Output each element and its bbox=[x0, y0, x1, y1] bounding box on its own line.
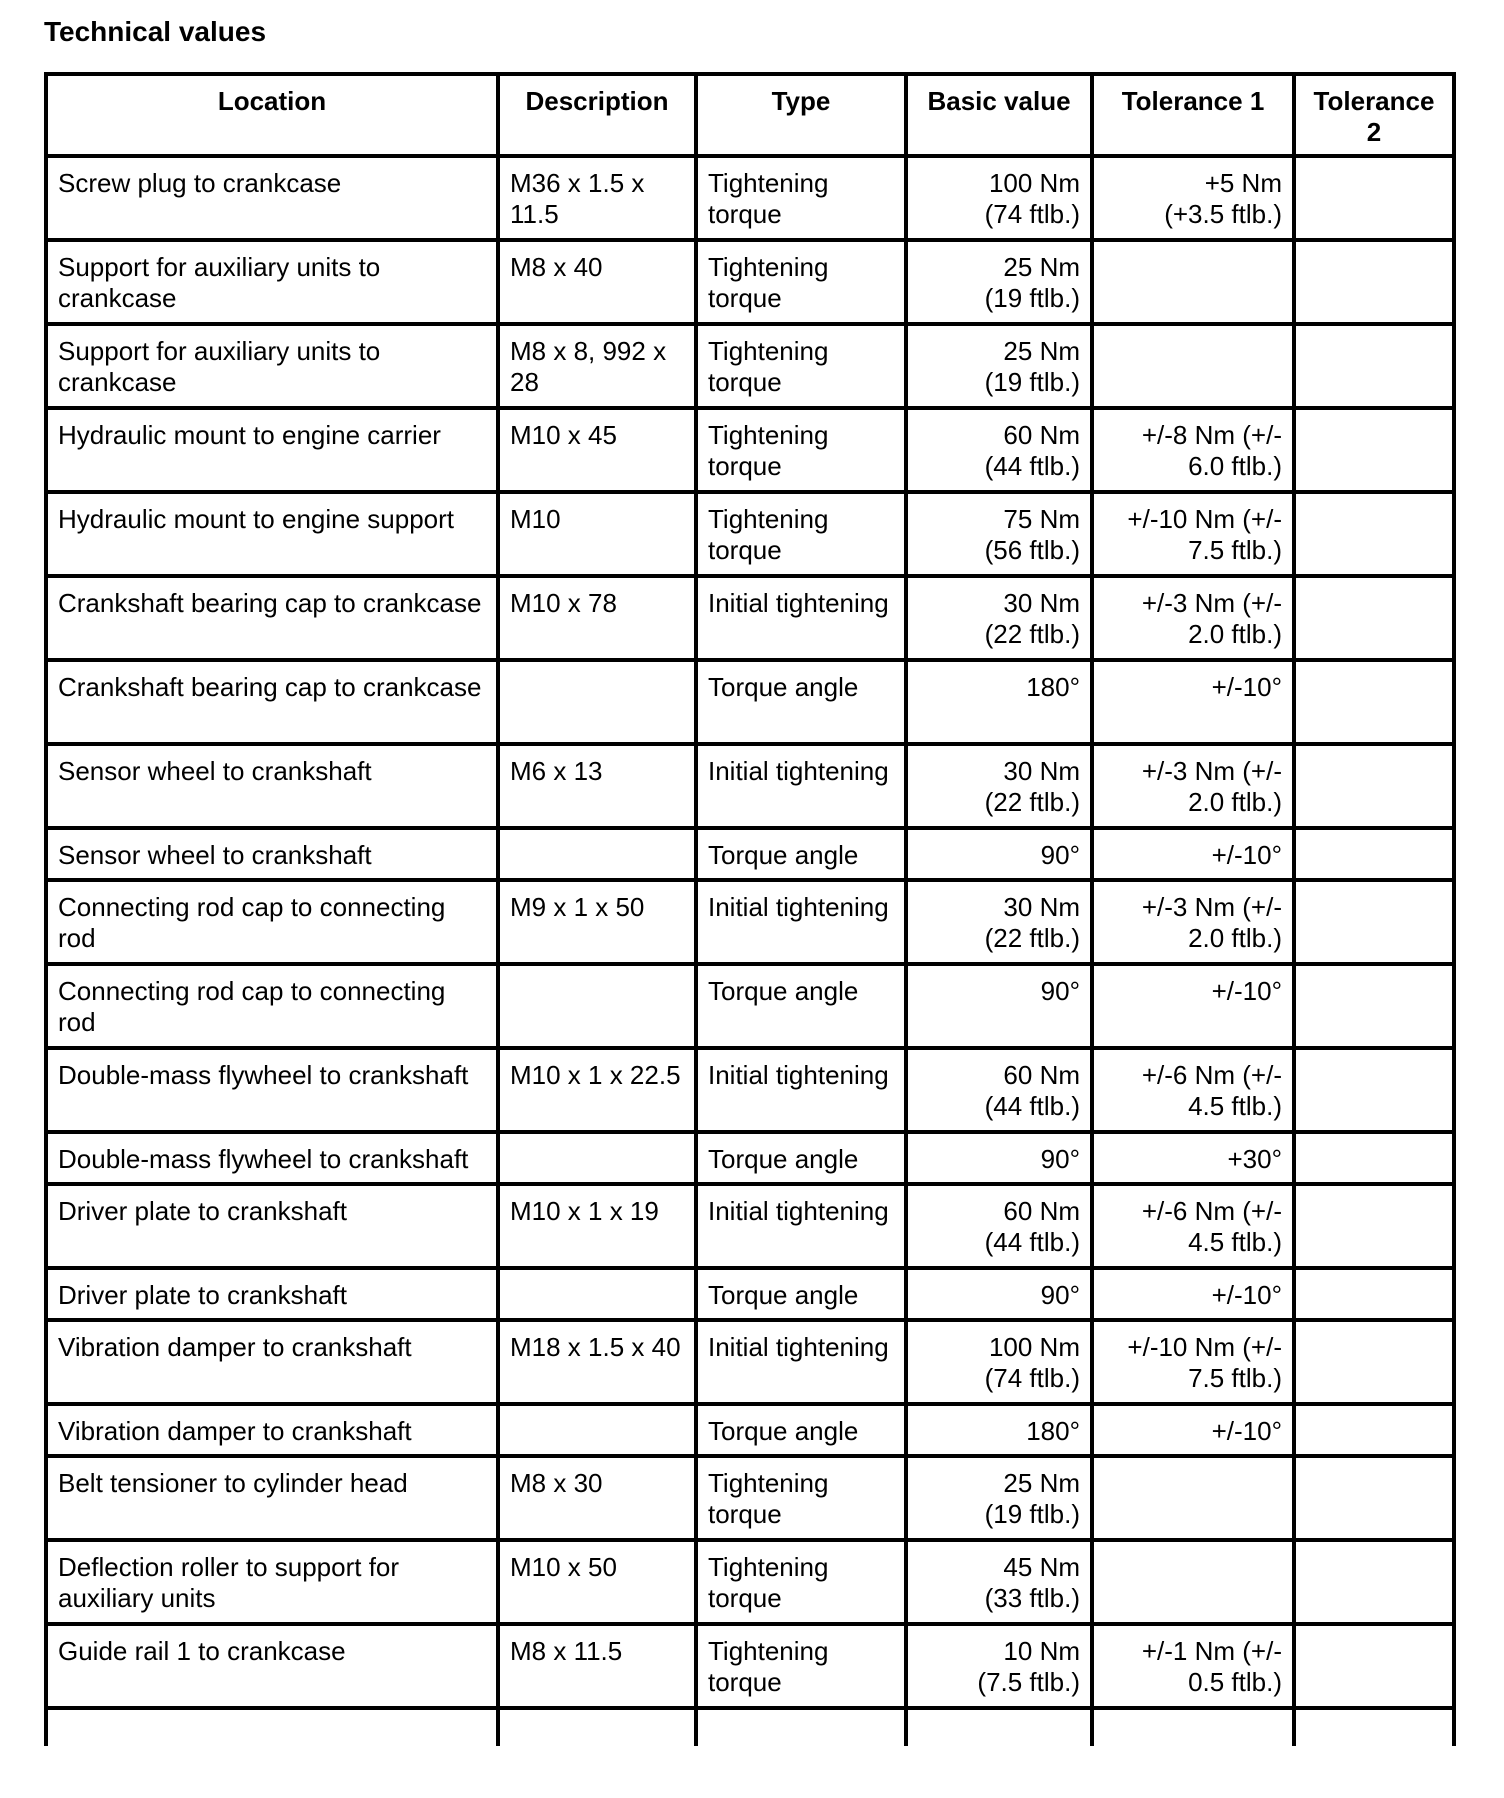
cell-tolerance-2 bbox=[1294, 1320, 1454, 1404]
cell-description: M36 x 1.5 x 11.5 bbox=[498, 156, 696, 240]
cell-type: Tightening torque bbox=[696, 1456, 906, 1540]
cell-description bbox=[498, 828, 696, 880]
cell-tolerance-2 bbox=[1294, 964, 1454, 1048]
cell-description bbox=[498, 1268, 696, 1320]
cell-location: Vibration damper to crankshaft bbox=[46, 1404, 498, 1456]
page-title: Technical values bbox=[44, 16, 267, 47]
cell-type: Tightening torque bbox=[696, 492, 906, 576]
table-row bbox=[46, 1132, 1454, 1184]
cell-type: Torque angle bbox=[696, 1404, 906, 1456]
cell-tolerance-1: +/-10 Nm (+/- 7.5 ftlb.) bbox=[1092, 1320, 1294, 1404]
cell-type: Initial tightening bbox=[696, 1184, 906, 1268]
cell-tolerance-1: +/-1 Nm (+/- 0.5 ftlb.) bbox=[1092, 1624, 1294, 1708]
table-row bbox=[46, 1540, 1454, 1624]
cell-type: Initial tightening bbox=[696, 880, 906, 964]
cell-tolerance-2 bbox=[1294, 576, 1454, 660]
empty-cell bbox=[906, 1708, 1092, 1746]
empty-cell bbox=[696, 1708, 906, 1746]
cell-location: Guide rail 1 to crankcase bbox=[46, 1624, 498, 1708]
cell-tolerance-2 bbox=[1294, 660, 1454, 744]
cell-location: Connecting rod cap to connecting rod bbox=[46, 880, 498, 964]
cell-location: Support for auxiliary units to crankcase bbox=[46, 240, 498, 324]
empty-cell bbox=[1092, 1708, 1294, 1746]
cell-tolerance-2 bbox=[1294, 1268, 1454, 1320]
table-row bbox=[46, 576, 1454, 660]
cell-tolerance-2 bbox=[1294, 1184, 1454, 1268]
cell-location: Belt tensioner to cylinder head bbox=[46, 1456, 498, 1540]
cell-type: Tightening torque bbox=[696, 156, 906, 240]
cell-type: Tightening torque bbox=[696, 408, 906, 492]
cell-location: Driver plate to crankshaft bbox=[46, 1184, 498, 1268]
empty-cell bbox=[1294, 1708, 1454, 1746]
cell-description bbox=[498, 660, 696, 744]
cell-description: M10 x 78 bbox=[498, 576, 696, 660]
cell-basic-value: 90° bbox=[906, 964, 1092, 1048]
cell-location: Vibration damper to crankshaft bbox=[46, 1320, 498, 1404]
cell-tolerance-1 bbox=[1092, 240, 1294, 324]
cell-tolerance-1: +/-10 Nm (+/- 7.5 ftlb.) bbox=[1092, 492, 1294, 576]
cell-description: M10 x 50 bbox=[498, 1540, 696, 1624]
cell-location: Sensor wheel to crankshaft bbox=[46, 744, 498, 828]
cell-description: M8 x 30 bbox=[498, 1456, 696, 1540]
cell-basic-value: 90° bbox=[906, 1268, 1092, 1320]
table-row bbox=[46, 964, 1454, 1048]
empty-cell bbox=[46, 1708, 498, 1746]
cell-location: Driver plate to crankshaft bbox=[46, 1268, 498, 1320]
table-row bbox=[46, 1320, 1454, 1404]
cell-basic-value: 25 Nm (19 ftlb.) bbox=[906, 1456, 1092, 1540]
cell-description: M8 x 11.5 bbox=[498, 1624, 696, 1708]
cell-type: Tightening torque bbox=[696, 324, 906, 408]
cell-location: Hydraulic mount to engine carrier bbox=[46, 408, 498, 492]
cell-tolerance-2 bbox=[1294, 1404, 1454, 1456]
cell-basic-value: 25 Nm (19 ftlb.) bbox=[906, 240, 1092, 324]
technical-values-table bbox=[44, 72, 1456, 1746]
cell-tolerance-2 bbox=[1294, 828, 1454, 880]
cell-tolerance-1 bbox=[1092, 1456, 1294, 1540]
table-row bbox=[46, 660, 1454, 744]
cell-type: Torque angle bbox=[696, 964, 906, 1048]
cell-tolerance-1: +/-6 Nm (+/- 4.5 ftlb.) bbox=[1092, 1184, 1294, 1268]
cell-description bbox=[498, 964, 696, 1048]
cell-location: Crankshaft bearing cap to crankcase bbox=[46, 660, 498, 744]
cell-description: M10 x 1 x 22.5 bbox=[498, 1048, 696, 1132]
cell-basic-value: 75 Nm (56 ftlb.) bbox=[906, 492, 1092, 576]
table-row bbox=[46, 1048, 1454, 1132]
cell-basic-value: 60 Nm (44 ftlb.) bbox=[906, 408, 1092, 492]
cell-basic-value: 60 Nm (44 ftlb.) bbox=[906, 1048, 1092, 1132]
header-description: Description bbox=[498, 74, 696, 156]
cell-location: Deflection roller to support for auxiliary units bbox=[46, 1540, 498, 1624]
cell-tolerance-2 bbox=[1294, 1048, 1454, 1132]
cell-basic-value: 45 Nm (33 ftlb.) bbox=[906, 1540, 1092, 1624]
cell-tolerance-2 bbox=[1294, 744, 1454, 828]
cell-type: Tightening torque bbox=[696, 240, 906, 324]
cell-description bbox=[498, 1404, 696, 1456]
cell-description: M10 x 45 bbox=[498, 408, 696, 492]
cell-tolerance-1: +/-3 Nm (+/- 2.0 ftlb.) bbox=[1092, 576, 1294, 660]
cell-type: Initial tightening bbox=[696, 1320, 906, 1404]
cell-type: Initial tightening bbox=[696, 1048, 906, 1132]
cell-basic-value: 25 Nm (19 ftlb.) bbox=[906, 324, 1092, 408]
cell-description: M10 bbox=[498, 492, 696, 576]
cell-type: Tightening torque bbox=[696, 1624, 906, 1708]
table-body bbox=[46, 156, 1454, 1746]
cell-tolerance-1: +/-8 Nm (+/- 6.0 ftlb.) bbox=[1092, 408, 1294, 492]
table-row bbox=[46, 324, 1454, 408]
cell-tolerance-2 bbox=[1294, 1456, 1454, 1540]
cell-tolerance-2 bbox=[1294, 408, 1454, 492]
cell-description: M18 x 1.5 x 40 bbox=[498, 1320, 696, 1404]
cell-tolerance-2 bbox=[1294, 1132, 1454, 1184]
header-type: Type bbox=[696, 74, 906, 156]
table-row bbox=[46, 828, 1454, 880]
cell-basic-value: 90° bbox=[906, 1132, 1092, 1184]
table-row bbox=[46, 744, 1454, 828]
cell-type: Initial tightening bbox=[696, 744, 906, 828]
empty-cell bbox=[498, 1708, 696, 1746]
cell-basic-value: 30 Nm (22 ftlb.) bbox=[906, 880, 1092, 964]
cell-tolerance-1: +/-3 Nm (+/- 2.0 ftlb.) bbox=[1092, 744, 1294, 828]
cell-description: M8 x 8, 992 x 28 bbox=[498, 324, 696, 408]
cell-description bbox=[498, 1132, 696, 1184]
cell-tolerance-2 bbox=[1294, 492, 1454, 576]
cell-tolerance-1: +/-10° bbox=[1092, 1268, 1294, 1320]
cell-location: Hydraulic mount to engine support bbox=[46, 492, 498, 576]
cell-tolerance-2 bbox=[1294, 880, 1454, 964]
cell-tolerance-1 bbox=[1092, 324, 1294, 408]
table-row bbox=[46, 408, 1454, 492]
cell-tolerance-2 bbox=[1294, 1624, 1454, 1708]
cell-location: Crankshaft bearing cap to crankcase bbox=[46, 576, 498, 660]
table-row bbox=[46, 880, 1454, 964]
cell-basic-value: 60 Nm (44 ftlb.) bbox=[906, 1184, 1092, 1268]
cell-tolerance-1: +/-6 Nm (+/- 4.5 ftlb.) bbox=[1092, 1048, 1294, 1132]
cell-tolerance-1: +/-10° bbox=[1092, 828, 1294, 880]
cell-tolerance-2 bbox=[1294, 240, 1454, 324]
cell-type: Torque angle bbox=[696, 1268, 906, 1320]
cell-type: Tightening torque bbox=[696, 1540, 906, 1624]
cell-tolerance-1: +/-10° bbox=[1092, 1404, 1294, 1456]
cell-description: M9 x 1 x 50 bbox=[498, 880, 696, 964]
table-row bbox=[46, 1456, 1454, 1540]
cell-description: M10 x 1 x 19 bbox=[498, 1184, 696, 1268]
cell-basic-value: 90° bbox=[906, 828, 1092, 880]
cell-basic-value: 30 Nm (22 ftlb.) bbox=[906, 576, 1092, 660]
cell-tolerance-1: +/-10° bbox=[1092, 964, 1294, 1048]
table-row bbox=[46, 1184, 1454, 1268]
cell-location: Sensor wheel to crankshaft bbox=[46, 828, 498, 880]
table-row bbox=[46, 156, 1454, 240]
cell-tolerance-1: +30° bbox=[1092, 1132, 1294, 1184]
cell-type: Torque angle bbox=[696, 828, 906, 880]
table-row bbox=[46, 1624, 1454, 1708]
cell-type: Torque angle bbox=[696, 1132, 906, 1184]
header-tolerance-2: Tolerance 2 bbox=[1294, 74, 1454, 156]
table-row bbox=[46, 240, 1454, 324]
table-header-row bbox=[46, 74, 1454, 156]
cell-type: Initial tightening bbox=[696, 576, 906, 660]
cell-basic-value: 100 Nm (74 ftlb.) bbox=[906, 156, 1092, 240]
cell-location: Support for auxiliary units to crankcase bbox=[46, 324, 498, 408]
cell-tolerance-2 bbox=[1294, 156, 1454, 240]
table-row bbox=[46, 1404, 1454, 1456]
cell-location: Connecting rod cap to connecting rod bbox=[46, 964, 498, 1048]
cell-basic-value: 100 Nm (74 ftlb.) bbox=[906, 1320, 1092, 1404]
cell-type: Torque angle bbox=[696, 660, 906, 744]
header-tolerance-1: Tolerance 1 bbox=[1092, 74, 1294, 156]
cell-location: Double-mass flywheel to crankshaft bbox=[46, 1048, 498, 1132]
cell-description: M6 x 13 bbox=[498, 744, 696, 828]
cell-tolerance-1: +5 Nm (+3.5 ftlb.) bbox=[1092, 156, 1294, 240]
cell-location: Double-mass flywheel to crankshaft bbox=[46, 1132, 498, 1184]
header-basic-value: Basic value bbox=[906, 74, 1092, 156]
cell-basic-value: 180° bbox=[906, 1404, 1092, 1456]
header-location: Location bbox=[46, 74, 498, 156]
cell-tolerance-1: +/-3 Nm (+/- 2.0 ftlb.) bbox=[1092, 880, 1294, 964]
cell-description: M8 x 40 bbox=[498, 240, 696, 324]
cell-tolerance-2 bbox=[1294, 1540, 1454, 1624]
cell-tolerance-1: +/-10° bbox=[1092, 660, 1294, 744]
cell-location: Screw plug to crankcase bbox=[46, 156, 498, 240]
table-continuation-row bbox=[46, 1708, 1454, 1746]
cell-tolerance-2 bbox=[1294, 324, 1454, 408]
cell-tolerance-1 bbox=[1092, 1540, 1294, 1624]
cell-basic-value: 10 Nm (7.5 ftlb.) bbox=[906, 1624, 1092, 1708]
table-row bbox=[46, 492, 1454, 576]
table-row bbox=[46, 1268, 1454, 1320]
cell-basic-value: 180° bbox=[906, 660, 1092, 744]
cell-basic-value: 30 Nm (22 ftlb.) bbox=[906, 744, 1092, 828]
